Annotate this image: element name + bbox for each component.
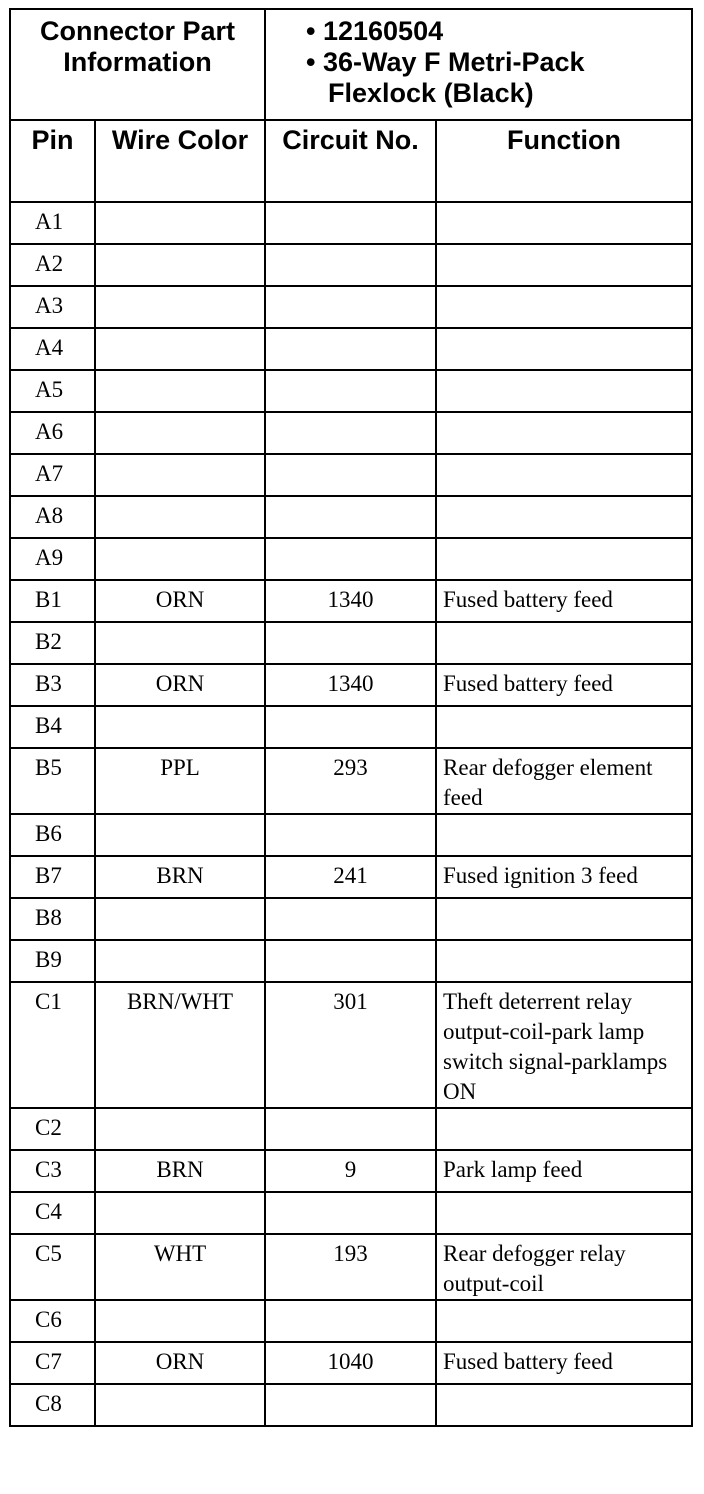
wire-color-cell xyxy=(95,454,265,496)
table-row xyxy=(10,706,692,748)
function-cell xyxy=(436,1192,692,1234)
circuit-cell xyxy=(265,1300,436,1342)
function-cell xyxy=(436,496,692,538)
column-header-row xyxy=(10,120,692,202)
circuit-cell: 1340 xyxy=(265,580,436,622)
table-row xyxy=(10,1234,692,1300)
table-row xyxy=(10,1384,692,1426)
function-cell xyxy=(436,898,692,940)
connector-description-cont: Flexlock (Black) xyxy=(328,78,534,108)
wire-color-cell xyxy=(95,1192,265,1234)
function-cell xyxy=(436,1384,692,1426)
pin-cell: B6 xyxy=(10,814,95,856)
pin-cell: B3 xyxy=(10,664,95,706)
table-row xyxy=(10,244,692,286)
wire-color-cell xyxy=(95,202,265,244)
function-cell: Fused ignition 3 feed xyxy=(436,856,692,898)
function-cell xyxy=(436,370,692,412)
pin-cell: C3 xyxy=(10,1150,95,1192)
function-cell xyxy=(436,1108,692,1150)
connector-info-label: Connector Part Information xyxy=(10,9,265,120)
connector-info-details xyxy=(265,9,692,120)
pin-cell: A4 xyxy=(10,328,95,370)
pin-cell: C6 xyxy=(10,1300,95,1342)
circuit-cell xyxy=(265,370,436,412)
pin-cell: B9 xyxy=(10,940,95,982)
circuit-cell: 193 xyxy=(265,1234,436,1300)
table-row xyxy=(10,748,692,814)
table-row xyxy=(10,940,692,982)
pin-cell: A5 xyxy=(10,370,95,412)
function-cell xyxy=(436,286,692,328)
pin-cell: A9 xyxy=(10,538,95,580)
circuit-cell xyxy=(265,244,436,286)
function-cell: Fused battery feed xyxy=(436,664,692,706)
circuit-no-header: Circuit No. xyxy=(265,120,436,202)
pin-cell: B2 xyxy=(10,622,95,664)
circuit-cell xyxy=(265,622,436,664)
table-row xyxy=(10,412,692,454)
wire-color-cell xyxy=(95,622,265,664)
pin-cell: A2 xyxy=(10,244,95,286)
wire-color-cell xyxy=(95,286,265,328)
function-cell xyxy=(436,538,692,580)
table-row xyxy=(10,814,692,856)
table-row xyxy=(10,622,692,664)
function-cell xyxy=(436,814,692,856)
wire-color-cell xyxy=(95,244,265,286)
table-row xyxy=(10,1342,692,1384)
wire-color-cell: BRN xyxy=(95,1150,265,1192)
circuit-cell xyxy=(265,286,436,328)
pin-cell: C1 xyxy=(10,982,95,1108)
wire-color-cell xyxy=(95,1384,265,1426)
circuit-cell xyxy=(265,1192,436,1234)
circuit-cell: 1340 xyxy=(265,664,436,706)
pin-header: Pin xyxy=(10,120,95,202)
table-row xyxy=(10,856,692,898)
function-cell xyxy=(436,454,692,496)
wire-color-cell xyxy=(95,496,265,538)
pin-cell: C8 xyxy=(10,1384,95,1426)
pin-cell: A3 xyxy=(10,286,95,328)
circuit-cell: 9 xyxy=(265,1150,436,1192)
function-cell xyxy=(436,622,692,664)
circuit-cell xyxy=(265,940,436,982)
pin-cell: B5 xyxy=(10,748,95,814)
pin-cell: A6 xyxy=(10,412,95,454)
wire-color-cell: WHT xyxy=(95,1234,265,1300)
wire-color-cell xyxy=(95,814,265,856)
table-row xyxy=(10,898,692,940)
circuit-cell xyxy=(265,814,436,856)
wire-color-cell xyxy=(95,940,265,982)
circuit-cell xyxy=(265,898,436,940)
wire-color-cell xyxy=(95,1300,265,1342)
circuit-cell xyxy=(265,328,436,370)
pin-cell: C4 xyxy=(10,1192,95,1234)
function-cell xyxy=(436,706,692,748)
circuit-cell xyxy=(265,496,436,538)
table-row xyxy=(10,496,692,538)
table-row xyxy=(10,1150,692,1192)
table-row xyxy=(10,1300,692,1342)
pin-cell: A1 xyxy=(10,202,95,244)
wire-color-header: Wire Color xyxy=(95,120,265,202)
circuit-cell: 293 xyxy=(265,748,436,814)
wire-color-cell xyxy=(95,1108,265,1150)
table-row xyxy=(10,538,692,580)
circuit-cell: 241 xyxy=(265,856,436,898)
connector-pinout-table xyxy=(9,8,693,1427)
wire-color-cell: PPL xyxy=(95,748,265,814)
table-row xyxy=(10,286,692,328)
table-row xyxy=(10,1108,692,1150)
table-row xyxy=(10,202,692,244)
wire-color-cell xyxy=(95,328,265,370)
pin-cell: B1 xyxy=(10,580,95,622)
circuit-cell xyxy=(265,706,436,748)
function-cell: Park lamp feed xyxy=(436,1150,692,1192)
function-cell xyxy=(436,940,692,982)
function-cell xyxy=(436,244,692,286)
wire-color-cell: ORN xyxy=(95,580,265,622)
circuit-cell xyxy=(265,1384,436,1426)
function-cell: Fused battery feed xyxy=(436,1342,692,1384)
function-cell: Fused battery feed xyxy=(436,580,692,622)
table-row xyxy=(10,370,692,412)
function-cell xyxy=(436,412,692,454)
circuit-cell: 301 xyxy=(265,982,436,1108)
pin-cell: A8 xyxy=(10,496,95,538)
wire-color-cell: ORN xyxy=(95,1342,265,1384)
wire-color-cell: ORN xyxy=(95,664,265,706)
circuit-cell xyxy=(265,202,436,244)
part-number: • 12160504 xyxy=(306,16,444,46)
pin-cell: C7 xyxy=(10,1342,95,1384)
pin-cell: C5 xyxy=(10,1234,95,1300)
function-cell: Rear defogger element feed xyxy=(436,748,692,814)
table-row xyxy=(10,328,692,370)
table-row xyxy=(10,454,692,496)
wire-color-cell: BRN xyxy=(95,856,265,898)
circuit-cell xyxy=(265,454,436,496)
connector-info-row xyxy=(10,9,692,120)
connector-description: • 36-Way F Metri-Pack xyxy=(306,47,585,77)
wire-color-cell xyxy=(95,370,265,412)
pin-cell: B4 xyxy=(10,706,95,748)
circuit-cell xyxy=(265,412,436,454)
table-row xyxy=(10,1192,692,1234)
wire-color-cell: BRN/WHT xyxy=(95,982,265,1108)
function-cell: Rear defogger relay output-coil xyxy=(436,1234,692,1300)
circuit-cell xyxy=(265,1108,436,1150)
function-cell xyxy=(436,328,692,370)
wire-color-cell xyxy=(95,538,265,580)
function-cell xyxy=(436,1300,692,1342)
circuit-cell xyxy=(265,538,436,580)
wire-color-cell xyxy=(95,706,265,748)
table-row xyxy=(10,580,692,622)
pin-cell: B7 xyxy=(10,856,95,898)
wire-color-cell xyxy=(95,412,265,454)
pin-cell: B8 xyxy=(10,898,95,940)
pin-cell: C2 xyxy=(10,1108,95,1150)
function-cell xyxy=(436,202,692,244)
table-row xyxy=(10,982,692,1108)
function-cell: Theft deterrent relay output-coil-park lamp switch signal-parklamps ON xyxy=(436,982,692,1108)
pin-cell: A7 xyxy=(10,454,95,496)
circuit-cell: 1040 xyxy=(265,1342,436,1384)
function-header: Function xyxy=(436,120,692,202)
wire-color-cell xyxy=(95,898,265,940)
table-row xyxy=(10,664,692,706)
